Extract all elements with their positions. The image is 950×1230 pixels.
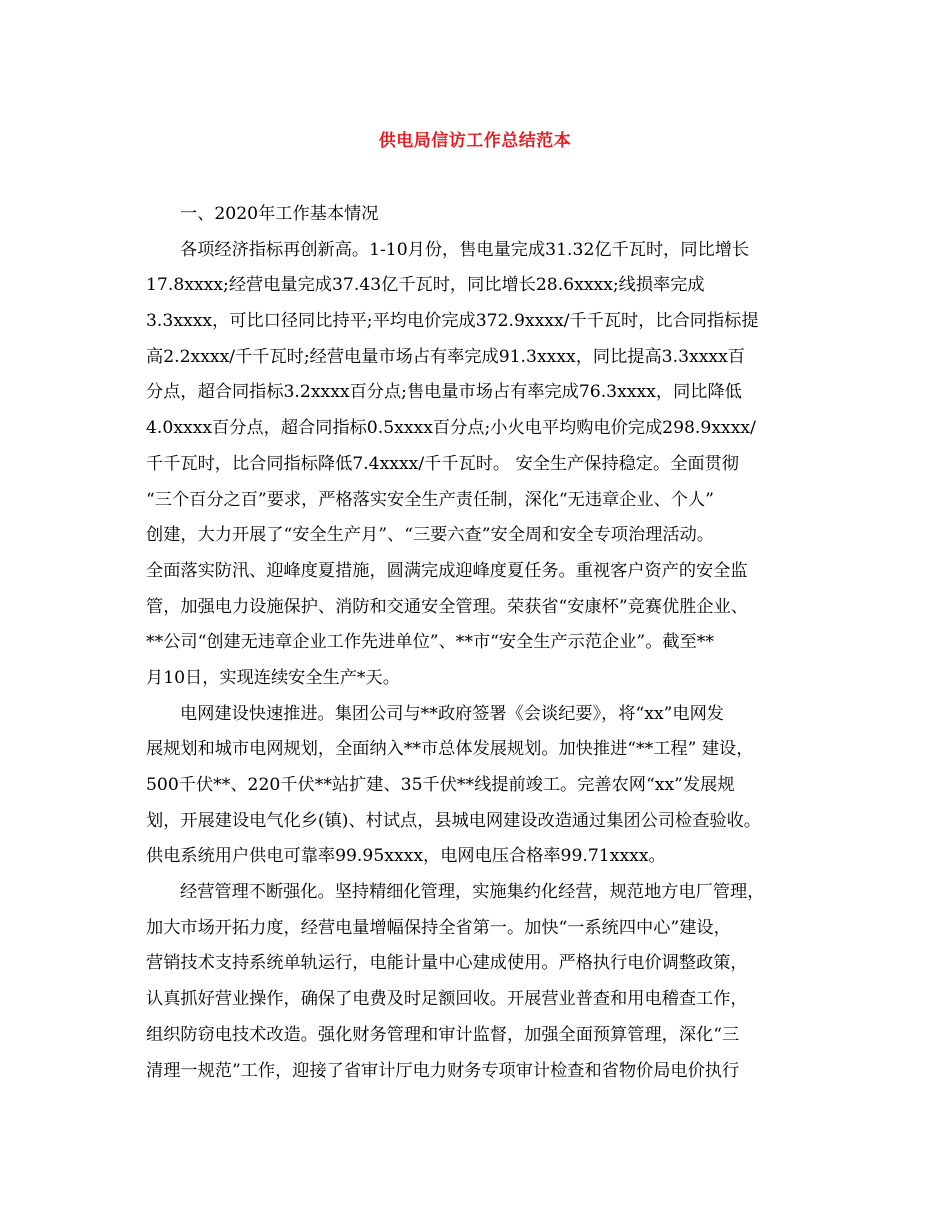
text-line: 创建，大力开展了“安全生产月”、“三要六查”安全周和安全专项治理活动。 (146, 525, 714, 546)
text-line: 高2.2xxxx/千千瓦时;经营电量市场占有率完成91.3xxxx，同比提高3.3xxxx百 (146, 346, 745, 367)
text-line: 经营管理不断强化。坚持精细化管理，实施集约化经营，规范地方电厂管理， (180, 882, 765, 903)
text-line: 划，开展建设电气化乡(镇)、村试点，县城电网建设改造通过集团公司检查验收。 (146, 810, 761, 831)
text-line: 营销技术支持系统单轨运行，电能计量中心建成使用。严格执行电价调整政策， (146, 953, 748, 974)
text-line: 管，加强电力设施保护、消防和交通安全管理。荣获省“安康杯”竞赛优胜企业、 (146, 596, 748, 617)
text-line: “三个百分之百”要求，严格落实安全生产责任制，深化“无违章企业、个人” (146, 489, 714, 510)
text-line: 千千瓦时，比合同指标降低7.4xxxx/千千瓦时。 安全生产保持稳定。全面贯彻 (146, 453, 739, 474)
text-line: 加大市场开拓力度，经营电量增幅保持全省第一。加快“一系统四中心”建设， (146, 917, 731, 938)
text-line: 17.8xxxx;经营电量完成37.43亿千瓦时，同比增长28.6xxxx;线损率完成 (146, 275, 705, 296)
text-line: 电网建设快速推进。集团公司与**政府签署《会谈纪要》，将“xx”电网发 (180, 703, 724, 724)
text-line: 认真抓好营业操作，确保了电费及时足额回收。开展营业普查和用电稽查工作， (146, 989, 748, 1010)
text-line: 分点，超合同指标3.2xxxx百分点;售电量市场占有率完成76.3xxxx，同比降低 (146, 382, 742, 403)
document-title: 供电局信访工作总结范本 (378, 131, 572, 151)
text-line: 3.3xxxx，可比口径同比持平;平均电价完成372.9xxxx/千千瓦时，比合同指标提 (146, 311, 759, 332)
document-body (146, 197, 806, 1089)
text-line: 清理一规范”工作，迎接了省审计厅电力财务专项审计检查和省物价局电价执行 (146, 1060, 740, 1081)
text-line: 各项经济指标再创新高。1-10月份，售电量完成31.32亿千瓦时，同比增长 (180, 239, 750, 260)
text-line: 500千伏**、220千伏**站扩建、35千伏**线提前竣工。完善农网“xx”发展规 (146, 775, 735, 795)
text-line: 展规划和城市电网规划，全面纳入**市总体发展规划。加快推进“**工程” 建设， (146, 739, 754, 760)
text-line: 月10日，实现连续安全生产*天。 (146, 667, 400, 688)
section-heading: 一、2020年工作基本情况 (180, 204, 379, 224)
text-line: 全面落实防汛、迎峰度夏措施，圆满完成迎峰度夏任务。重视客户资产的安全监 (146, 560, 748, 581)
text-line: 组织防窃电技术改造。强化财务管理和审计监督，加强全面预算管理，深化“三 (146, 1024, 740, 1045)
text-line: 供电系统用户供电可靠率99.95xxxx，电网电压合格率99.71xxxx。 (146, 846, 666, 867)
text-line: 4.0xxxx百分点，超合同指标0.5xxxx百分点;小火电平均购电价完成298.9xxxx/ (146, 418, 756, 439)
text-line: **公司“创建无违章企业工作先进单位”、**市“安全生产示范企业”。截至** (146, 632, 714, 653)
